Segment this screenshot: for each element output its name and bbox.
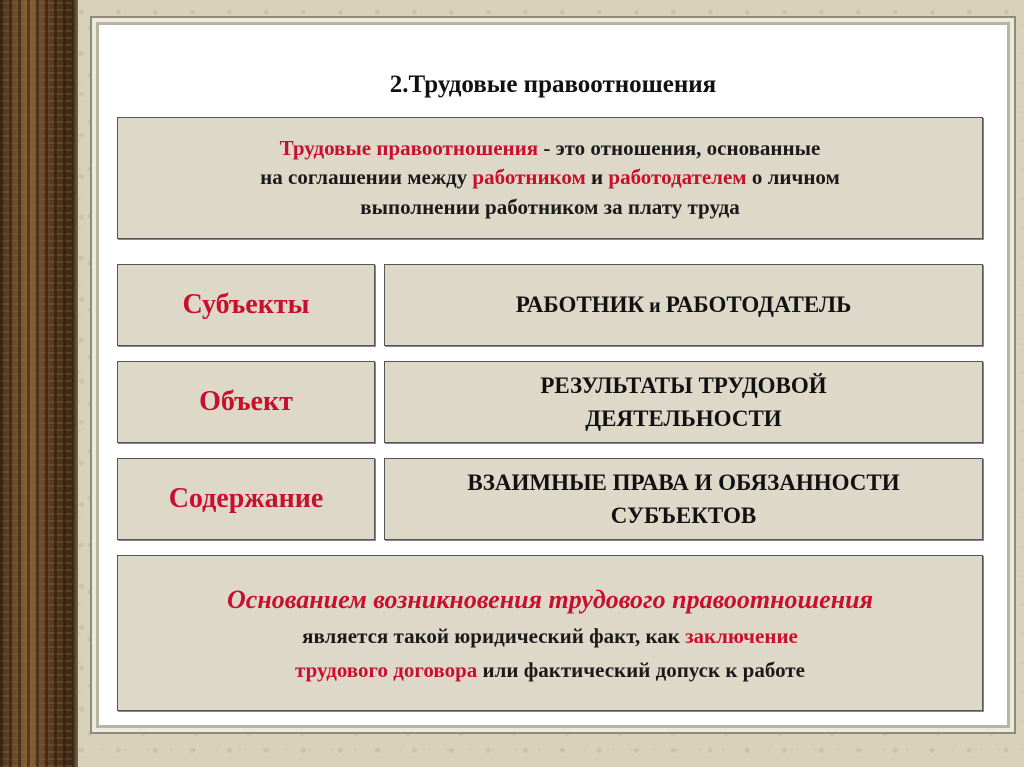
content-value-box [384,458,983,540]
subjects-value-box [384,264,983,346]
object-label: Объект [199,386,293,417]
object-label-box [117,361,375,443]
definition-part2: на соглашении между [260,165,473,190]
decorative-band-edge [72,0,78,767]
basis-line2-text: является такой юридический факт, как [302,624,686,649]
basis-heading: Основанием возникновения трудового правоотношения [227,584,873,614]
basis-line3 [295,654,805,688]
subjects-value [504,288,864,321]
slide-title: 2.Трудовые правоотношения [389,71,717,98]
object-value-line2: ДЕЯТЕЛЬНОСТИ [585,406,782,431]
content-value [455,466,911,533]
content-value-line1: ВЗАИМНЫЕ ПРАВА И ОБЯЗАННОСТИ [467,469,900,495]
basis-line3-highlight: трудового договора [295,657,478,682]
content-value-line2: СУБЪЕКТОВ [610,503,757,528]
subjects-value-employer: РАБОТОДАТЕЛЬ [665,292,852,318]
decorative-wood-band [0,0,72,767]
definition-employer: работодателем [608,165,747,190]
subjects-value-and: и [644,295,666,318]
basis-line2-highlight: заключение [685,624,798,649]
definition-worker: работником [472,165,586,190]
definition-part3: о личном [746,165,840,190]
content-label: Содержание [168,483,324,514]
object-value-box [384,361,983,443]
definition-part1: - это отношения, основанные [538,135,821,160]
subjects-label: Субъекты [182,289,310,320]
slide-panel [96,22,1010,728]
basis-line2 [302,620,798,654]
definition-part4: выполнении работником за плату труда [360,194,740,219]
object-value [528,369,838,436]
basis-line3-text: или фактический допуск к работе [477,657,805,682]
definition-and: и [585,165,609,190]
subjects-label-box [117,264,375,346]
definition-text [260,134,840,222]
subjects-value-worker: РАБОТНИК [515,292,645,318]
basis-box [117,555,983,711]
content-label-box [117,458,375,540]
definition-box [117,117,983,239]
definition-term: Трудовые правоотношения [279,135,539,160]
object-value-line1: РЕЗУЛЬТАТЫ ТРУДОВОЙ [540,372,827,398]
